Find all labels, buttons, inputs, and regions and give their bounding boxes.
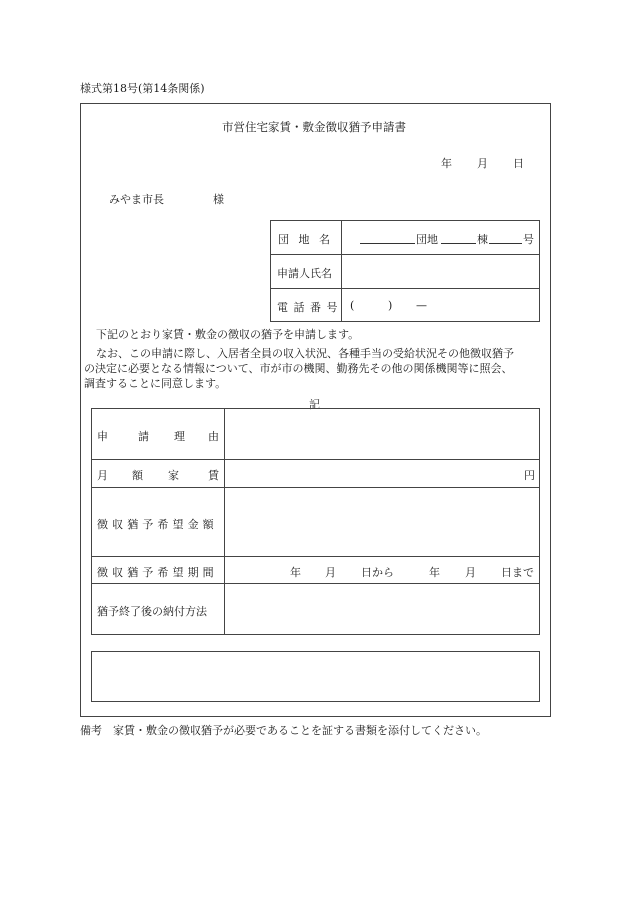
- form-title: 市営住宅家賃・敷金徴収猶予申請書: [222, 120, 406, 134]
- amount-field[interactable]: [226, 490, 538, 554]
- payment-method-label: 猶予終了後の納付方法: [97, 605, 207, 618]
- ki-mark: 記: [309, 398, 320, 411]
- paragraph-consent-line2: の決定に必要となる情報について、市が市の機関、勤務先その他の関係機関等に照会、: [84, 362, 513, 375]
- period-start-month: 月: [325, 566, 336, 579]
- applicant-name-field[interactable]: [343, 258, 539, 286]
- paragraph-consent-line1: なお、この申請に際し、入居者全員の収入状況、各種手当の受給状況その他徴収猶予: [96, 347, 514, 360]
- table-row-line: [91, 556, 540, 557]
- complex-unit: 団地: [416, 233, 438, 246]
- table-row-line: [91, 583, 540, 584]
- period-end-day: 日まで: [501, 566, 534, 579]
- rent-label-char: 家: [168, 469, 179, 482]
- applicant-divider: [341, 220, 342, 322]
- period-start-year: 年: [290, 566, 301, 579]
- room-unit: 号: [523, 233, 534, 246]
- phone-close-paren: ): [388, 299, 393, 312]
- period-end-year: 年: [429, 566, 440, 579]
- addressee-honorific: 様: [213, 193, 224, 206]
- reason-label-char: 由: [208, 430, 219, 443]
- reason-label-char: 申: [97, 430, 108, 443]
- room-blank[interactable]: [489, 243, 522, 244]
- date-year: 年: [441, 157, 452, 170]
- reason-field[interactable]: [226, 411, 538, 457]
- remarks-box[interactable]: [91, 651, 540, 702]
- period-end-month: 月: [465, 566, 476, 579]
- rent-label-char: 月: [97, 469, 108, 482]
- complex-name-label: 団 地 名: [278, 233, 333, 246]
- footer-note: 備考 家賃・敷金の徴収猶予が必要であることを証する書類を添付してください。: [80, 724, 487, 737]
- amount-label: 徴 収 猶 予 希 望 金 額: [97, 518, 214, 531]
- table-column-divider: [224, 408, 225, 635]
- reason-label-char: 請: [138, 430, 149, 443]
- paragraph-request: 下記のとおり家賃・敷金の徴収の猶予を申請します。: [96, 328, 360, 341]
- complex-name-blank[interactable]: [360, 243, 415, 244]
- applicant-name-label: 申請人氏名: [277, 267, 332, 280]
- phone-dash: —: [416, 299, 427, 312]
- addressee-name: みやま市長: [109, 193, 164, 206]
- date-month: 月: [477, 157, 488, 170]
- phone-open-paren: (: [350, 299, 355, 312]
- rent-field[interactable]: [226, 461, 516, 485]
- period-label: 徴 収 猶 予 希 望 期 間: [97, 566, 214, 579]
- building-blank[interactable]: [441, 243, 476, 244]
- rent-label-char: 賃: [208, 469, 219, 482]
- period-start-day: 日から: [361, 566, 394, 579]
- reason-label-char: 理: [174, 430, 185, 443]
- applicant-row-line: [270, 288, 540, 289]
- form-number: 様式第18号(第14条関係): [80, 82, 205, 95]
- date-day: 日: [513, 157, 524, 170]
- rent-yen-unit: 円: [524, 469, 535, 482]
- paragraph-consent-line3: 調査することに同意します。: [84, 377, 227, 390]
- payment-method-field[interactable]: [226, 586, 538, 633]
- applicant-row-line: [270, 254, 540, 255]
- table-row-line: [91, 487, 540, 488]
- table-row-line: [91, 459, 540, 460]
- rent-label-char: 額: [132, 469, 143, 482]
- phone-label: 電 話 番 号: [277, 301, 339, 314]
- building-unit: 棟: [477, 233, 488, 246]
